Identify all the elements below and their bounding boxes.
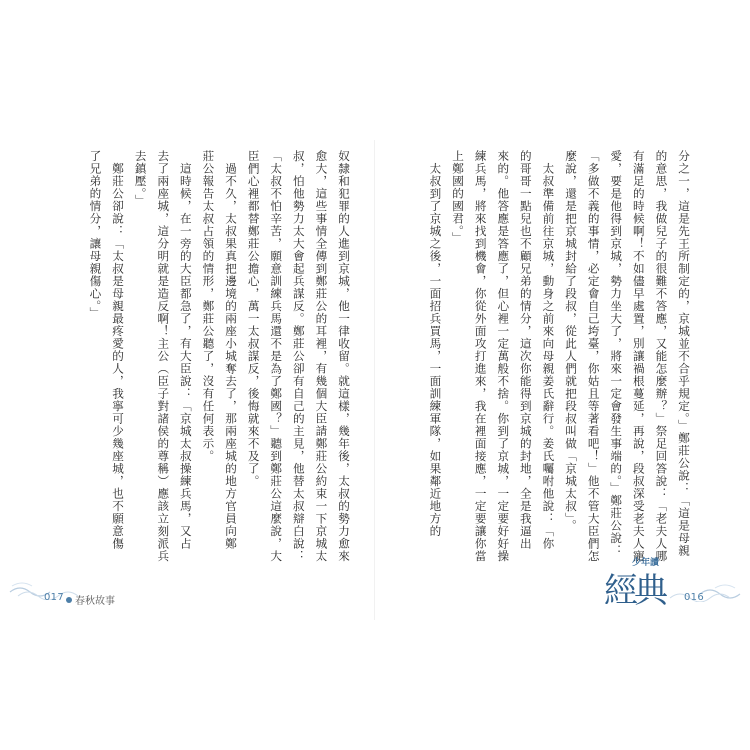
bullet-dot-icon: [66, 597, 72, 603]
left-column: 了兄弟的情分，讓母親傷心。」: [88, 150, 103, 320]
right-column: 分之一，這是先王所制定的，京城並不合乎規定。」鄭莊公說：「這是母親: [677, 150, 691, 557]
left-page-body: [84, 150, 355, 610]
right-page: [395, 150, 695, 610]
right-column: 愛，要是他得到京城，勢力坐大了，將來一定會發生事端的。」鄭莊公說：: [609, 150, 624, 557]
left-column: 愈大，這些事情全傳到鄭莊公的耳裡，有幾個大臣請鄭莊公約束一下京城太: [314, 150, 329, 563]
left-page: [55, 150, 355, 610]
left-column: 這時候，在一旁的大臣都急了，有大臣說：「京城太叔操練兵馬，又占: [178, 150, 193, 550]
left-column: 過不久，太叔果真把邊境的兩座小城奪去了，那兩座城的地方官員向鄭: [224, 150, 239, 550]
left-column: 叔，怕他勢力太大會起兵謀反。鄭莊公卻有自己的主見，他替太叔辯白說：: [291, 150, 306, 563]
left-column: 去鎮壓。」: [133, 150, 148, 207]
right-column: 麼說，還是把京城封給了段叔，從此人們就把段叔叫做「京城太叔」。: [564, 150, 579, 532]
right-column: 「多做不義的事情，必定會自己垮臺，你姑且等著看吧！」他不管大臣們怎: [586, 150, 601, 563]
page-number-right: 016: [684, 592, 704, 603]
logo-subtitle: 少年讀: [632, 558, 660, 568]
left-column: 臣們心裡都替鄭莊公擔心，萬一太叔謀反，後悔就來不及了。: [246, 150, 261, 488]
gutter-shadow: [374, 140, 375, 620]
running-head-label: 春秋故事: [75, 596, 115, 607]
left-column: 莊公報告太叔占領的情形，鄭莊公聽了，沒有任何表示。: [201, 150, 216, 463]
left-column: 鄭莊公卻說：「太叔是母親最疼愛的人，我寧可少幾座城，也不願意傷: [111, 150, 126, 550]
right-column: 有滿足的時候啊！不如儘早處置，別讓禍根蔓延，再說，段叔深受老夫人寵: [631, 150, 646, 563]
right-column: 的哥哥一點兒也不顧兄弟的情分，這次你能得到京城的封地，全是我逼出: [518, 150, 533, 550]
right-column: 上鄭國的國君。」: [451, 150, 466, 245]
logo-title: 經典: [604, 571, 664, 611]
page-number-left: 017: [44, 592, 64, 603]
right-column: 的意思，我做兒子的很難不答應，又能怎麼辦？」祭足回答說：「老夫人哪: [654, 150, 669, 563]
right-page-body: [424, 150, 695, 610]
left-column: 「太叔不怕辛苦，願意訓練兵馬還不是為了鄭國？」聽到鄭莊公這麼說，大: [269, 150, 284, 563]
running-head: [66, 592, 115, 607]
right-column: 太叔到了京城之後，一面招兵買馬，一面訓練軍隊，如果鄰近地方的: [428, 150, 443, 538]
left-column: 奴隸和犯罪的人進到京城，他一律收留。就這樣，幾年後，太叔的勢力愈來: [337, 150, 351, 563]
right-column: 太叔準備前往京城，動身之前來向母親姜氏辭行。姜氏囑咐他說：「你: [541, 150, 556, 550]
left-column: 去了兩座城，這分明就是造反啊！主公（臣子對諸侯的尊稱）應該立刻派兵: [156, 150, 171, 563]
right-column: 練兵馬，將來找到機會，你從外面攻打進來，我在裡面接應，一定要讓你當: [473, 150, 488, 563]
right-column: 來的。他答應是答應了，但心裡一定萬般不捨。你到了京城，一定要好好操: [496, 150, 511, 563]
